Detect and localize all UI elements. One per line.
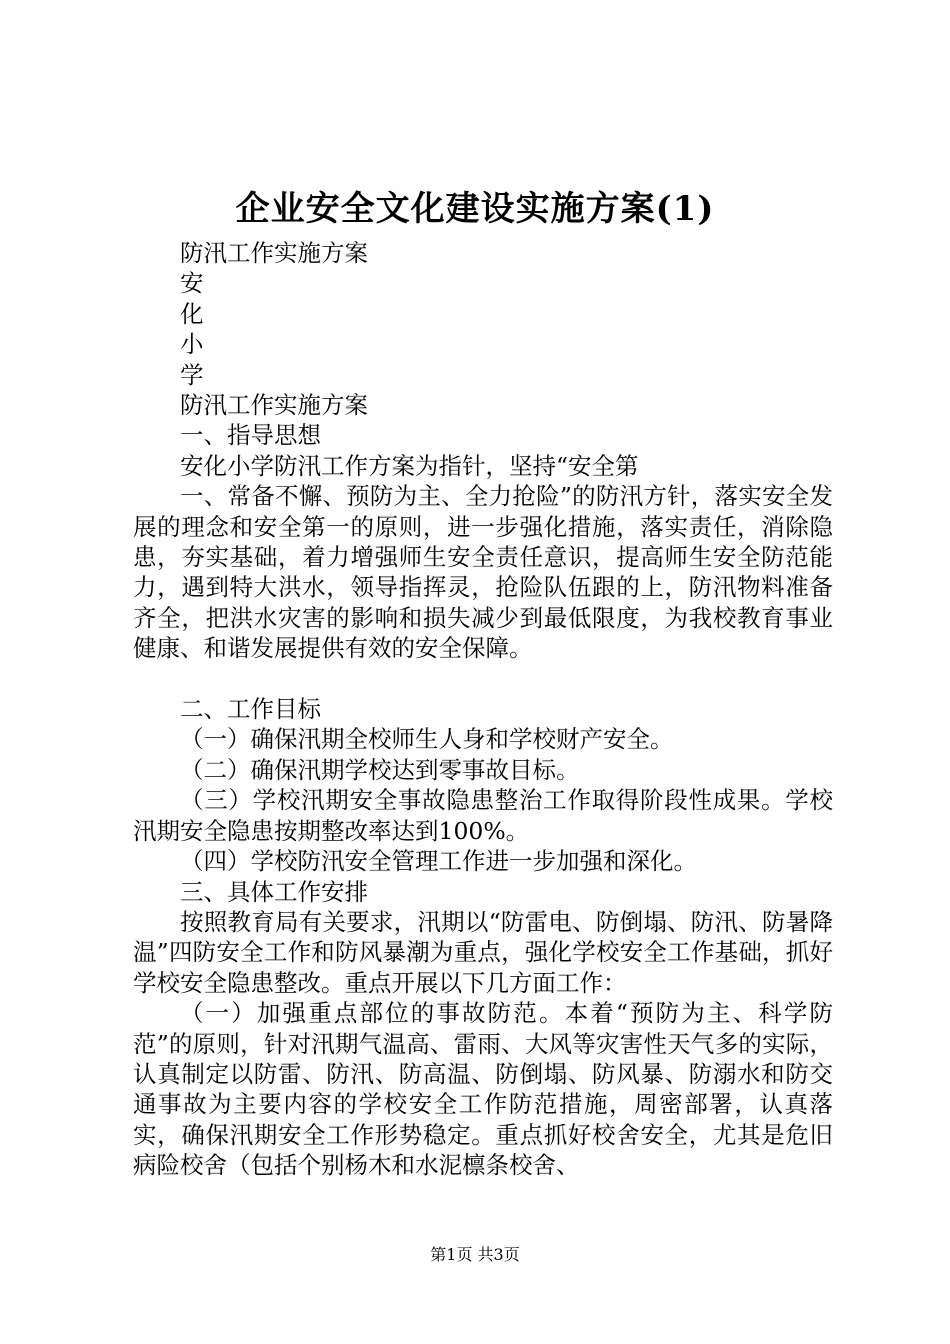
paragraph-char-xiao: 小 — [180, 330, 204, 359]
arrangement-item-1: （一）加强重点部位的事故防范。本着“预防为主、科学防范”的原则，针对汛期气温高、雷雨、大风等灾害性天气多的实际，认真制定以防雷、防汛、防高温、防倒塌、防风暴、防溺水和防交通事故为主要内容的学校安全工作防范措施，周密部署，认真落实，确保汛期安全工作形势稳定。重点抓好校舍安全，尤其是危旧病险校舍（包括个别杨木和水泥檩条校舍、 — [133, 999, 833, 1180]
paragraph-arrangements-intro: 按照教育局有关要求，汛期以“防雷电、防倒塌、防汛、防暑降温”四防安全工作和防风暴潮为重点，强化学校安全工作基础，抓好学校安全隐患整改。重点开展以下几方面工作： — [133, 907, 833, 997]
goal-item-4: （四）学校防汛安全管理工作进一步加强和深化。 — [180, 847, 697, 876]
paragraph-guiding-body: 一、常备不懈、预防为主、全力抢险”的防汛方针，落实安全发展的理念和安全第一的原则，进一步强化措施，落实责任，消除隐患，夯实基础，着力增强师生安全责任意识，提高师生安全防范能力，遇到特大洪水，领导指挥灵，抢险队伍跟的上，防汛物料准备齐全，把洪水灾害的影响和损失减少到最低限度，为我校教育事业健康、和谐发展提供有效的安全保障。 — [133, 482, 833, 663]
paragraph-guiding-intro: 安化小学防汛工作方案为指针，坚持“安全第 — [180, 451, 639, 480]
section-heading-goals: 二、工作目标 — [180, 695, 321, 724]
paragraph-gap — [133, 664, 833, 694]
goal-item-2: （二）确保汛期学校达到零事故目标。 — [180, 755, 580, 784]
paragraph-char-xue: 学 — [180, 360, 204, 389]
paragraph-heading-plan-2: 防汛工作实施方案 — [180, 391, 368, 420]
goal-item-3: （三）学校汛期安全事故隐患整治工作取得阶段性成果。学校汛期安全隐患按期整改率达到100%。 — [133, 786, 833, 845]
goal-item-1: （一）确保汛期全校师生人身和学校财产安全。 — [180, 725, 674, 754]
document-body — [133, 238, 833, 1181]
paragraph-char-an: 安 — [180, 269, 204, 298]
paragraph-heading-plan: 防汛工作实施方案 — [180, 239, 368, 267]
section-heading-guiding: 一、指导思想 — [180, 421, 321, 450]
page-footer: 第1页 共3页 — [430, 1245, 520, 1264]
paragraph-char-hua: 化 — [180, 299, 204, 328]
document-title: 企业安全文化建设实施方案(1) — [235, 189, 715, 229]
section-heading-arrangements: 三、具体工作安排 — [180, 877, 368, 906]
